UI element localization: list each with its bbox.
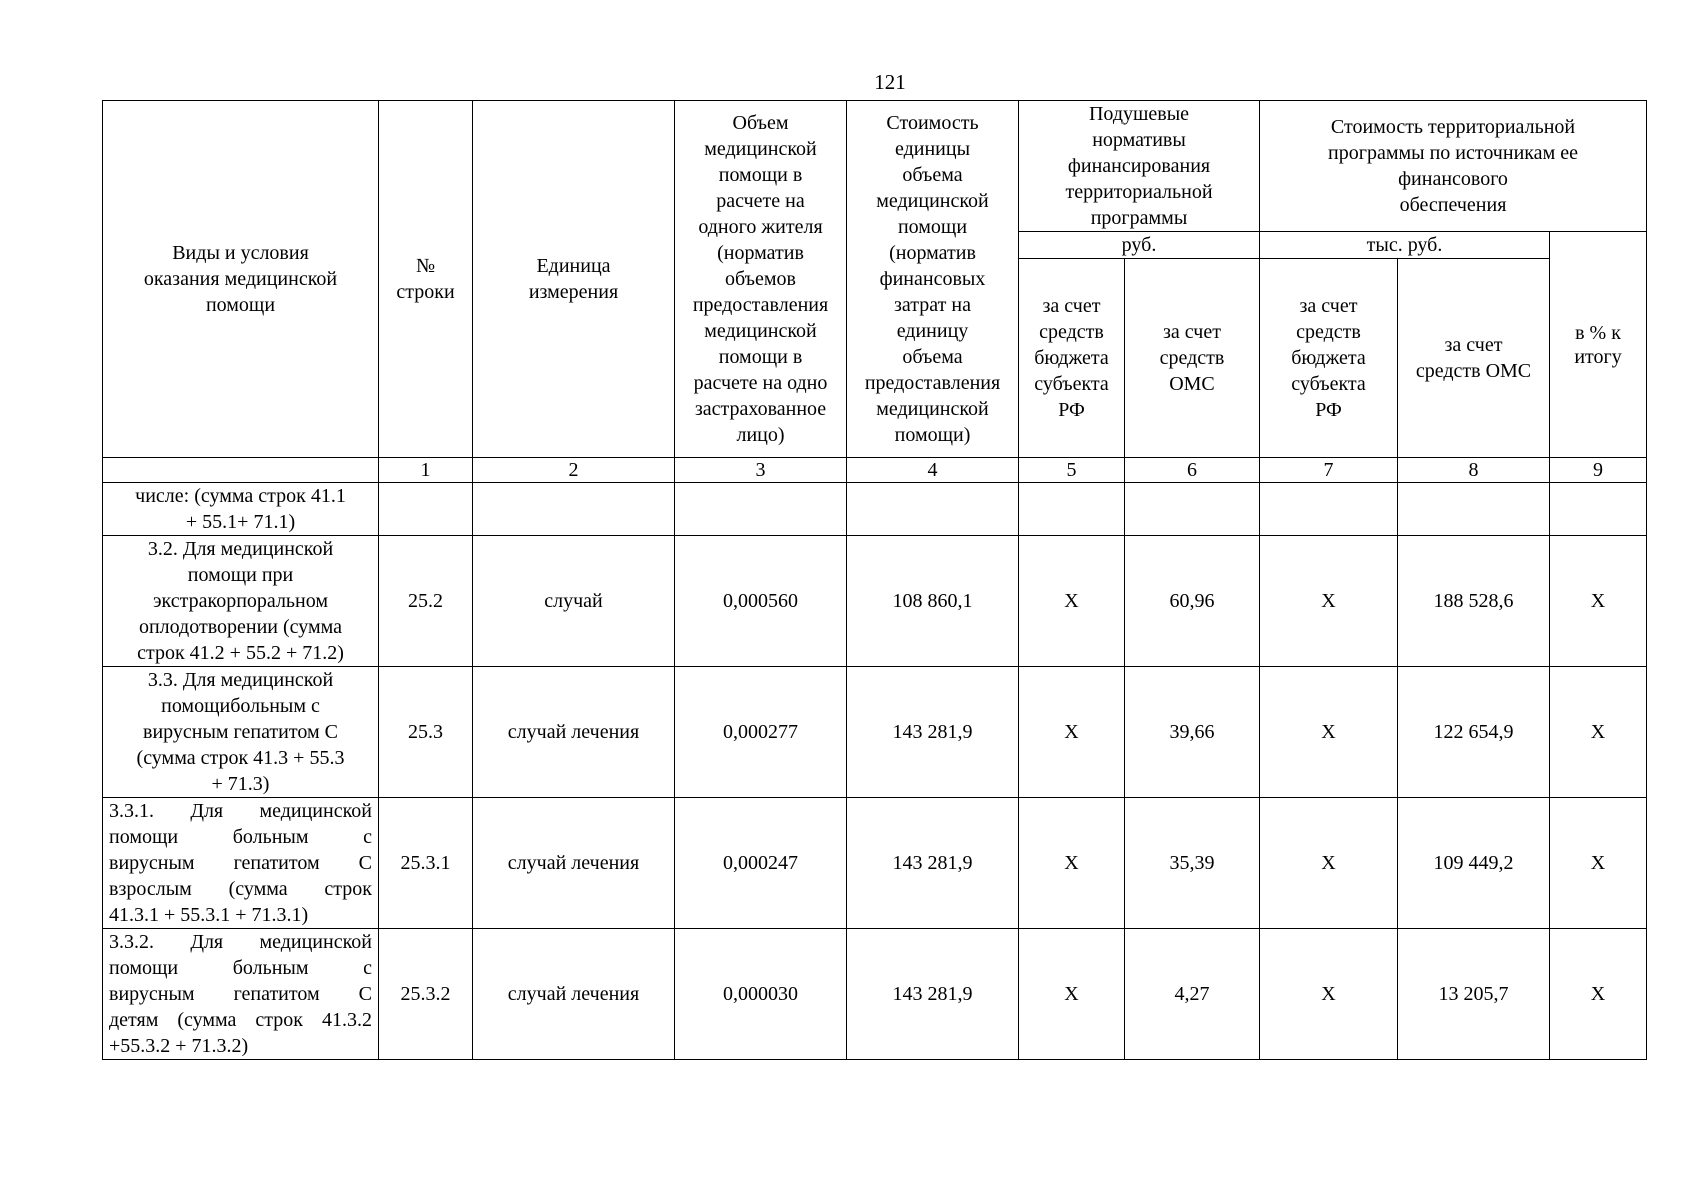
unit-cell: случай лечения xyxy=(473,929,675,1060)
oms-per-capita-cell: 60,96 xyxy=(1125,536,1260,667)
header-row-number: № строки xyxy=(379,101,473,458)
budget-per-capita-cell: Х xyxy=(1019,536,1125,667)
header-budget-per-capita: за счет средств бюджета субъекта РФ xyxy=(1019,259,1125,458)
table-row xyxy=(103,798,1647,929)
column-number: 4 xyxy=(847,458,1019,483)
percent-cell: Х xyxy=(1550,929,1647,1060)
oms-total-cell: 188 528,6 xyxy=(1398,536,1550,667)
header-budget-total: за счет средств бюджета субъекта РФ xyxy=(1260,259,1398,458)
empty-cell xyxy=(847,483,1019,536)
column-number: 9 xyxy=(1550,458,1647,483)
empty-cell xyxy=(1550,483,1647,536)
budget-total-cell: Х xyxy=(1260,536,1398,667)
header-volume: Объем медицинской помощи в расчете на одного жителя (норматив объемов предоставления медицинской помощи в расчете на одно застрахованное лицо) xyxy=(675,101,847,458)
budget-total-cell: Х xyxy=(1260,667,1398,798)
row-description: 3.3.2. Для медицинской помощи больным с вирусным гепатитом С детям (сумма строк 41.3.2 +55.3.2 + 71.3.2) xyxy=(103,929,379,1060)
column-number-row xyxy=(103,458,1647,483)
oms-total-cell: 122 654,9 xyxy=(1398,667,1550,798)
budget-per-capita-cell: Х xyxy=(1019,667,1125,798)
unit-cell: случай лечения xyxy=(473,798,675,929)
empty-cell xyxy=(1125,483,1260,536)
table-row xyxy=(103,536,1647,667)
empty-cell xyxy=(379,483,473,536)
column-number: 6 xyxy=(1125,458,1260,483)
header-oms-total: за счет средств ОМС xyxy=(1398,259,1550,458)
table-row xyxy=(103,929,1647,1060)
empty-cell xyxy=(1260,483,1398,536)
row-description: 3.3.1. Для медицинской помощи больным с вирусным гепатитом С взрослым (сумма строк 41.3.1 + 55.3.1 + 71.3.1) xyxy=(103,798,379,929)
row-description: числе: (сумма строк 41.1 + 55.1+ 71.1) xyxy=(103,483,379,536)
column-number: 7 xyxy=(1260,458,1398,483)
row-description: 3.2. Для медицинской помощи при экстракорпоральном оплодотворении (сумма строк 41.2 + 55.2 + 71.2) xyxy=(103,536,379,667)
empty-cell xyxy=(473,483,675,536)
column-number: 3 xyxy=(675,458,847,483)
oms-per-capita-cell: 35,39 xyxy=(1125,798,1260,929)
row-number: 25.2 xyxy=(379,536,473,667)
budget-total-cell: Х xyxy=(1260,798,1398,929)
financing-table xyxy=(102,100,1647,1060)
column-number xyxy=(103,458,379,483)
unit-cost-cell: 108 860,1 xyxy=(847,536,1019,667)
header-oms-per-capita: за счет средств ОМС xyxy=(1125,259,1260,458)
header-unit-cost: Стоимость единицы объема медицинской помощи (норматив финансовых затрат на единицу объема предоставления медицинской помощи) xyxy=(847,101,1019,458)
budget-total-cell: Х xyxy=(1260,929,1398,1060)
column-number: 5 xyxy=(1019,458,1125,483)
header-unit-rub: руб. xyxy=(1019,232,1260,259)
column-number: 8 xyxy=(1398,458,1550,483)
percent-cell: Х xyxy=(1550,798,1647,929)
page-number: 121 xyxy=(874,70,906,94)
volume-cell: 0,000277 xyxy=(675,667,847,798)
header-program-cost-group: Стоимость территориальной программы по источникам ее финансового обеспечения xyxy=(1260,101,1647,232)
unit-cost-cell: 143 281,9 xyxy=(847,798,1019,929)
budget-per-capita-cell: Х xyxy=(1019,798,1125,929)
row-number: 25.3.1 xyxy=(379,798,473,929)
budget-per-capita-cell: Х xyxy=(1019,929,1125,1060)
volume-cell: 0,000247 xyxy=(675,798,847,929)
volume-cell: 0,000030 xyxy=(675,929,847,1060)
unit-cost-cell: 143 281,9 xyxy=(847,929,1019,1060)
row-number: 25.3 xyxy=(379,667,473,798)
column-number: 1 xyxy=(379,458,473,483)
oms-per-capita-cell: 4,27 xyxy=(1125,929,1260,1060)
unit-cell: случай xyxy=(473,536,675,667)
empty-cell xyxy=(1398,483,1550,536)
header-percent-of-total: в % к итогу xyxy=(1550,232,1647,458)
unit-cost-cell: 143 281,9 xyxy=(847,667,1019,798)
percent-cell: Х xyxy=(1550,667,1647,798)
header-unit-thousand-rub: тыс. руб. xyxy=(1260,232,1550,259)
header-per-capita-group: Подушевые нормативы финансирования территориальной программы xyxy=(1019,101,1260,232)
empty-cell xyxy=(675,483,847,536)
header-unit: Единица измерения xyxy=(473,101,675,458)
oms-total-cell: 13 205,7 xyxy=(1398,929,1550,1060)
row-number: 25.3.2 xyxy=(379,929,473,1060)
volume-cell: 0,000560 xyxy=(675,536,847,667)
row-description: 3.3. Для медицинской помощибольным с вирусным гепатитом С (сумма строк 41.3 + 55.3 + 71.3) xyxy=(103,667,379,798)
oms-per-capita-cell: 39,66 xyxy=(1125,667,1260,798)
column-number: 2 xyxy=(473,458,675,483)
oms-total-cell: 109 449,2 xyxy=(1398,798,1550,929)
empty-cell xyxy=(1019,483,1125,536)
table-row xyxy=(103,667,1647,798)
percent-cell: Х xyxy=(1550,536,1647,667)
table-row-continuation xyxy=(103,483,1647,536)
unit-cell: случай лечения xyxy=(473,667,675,798)
header-type-conditions: Виды и условия оказания медицинской помощи xyxy=(103,101,379,458)
